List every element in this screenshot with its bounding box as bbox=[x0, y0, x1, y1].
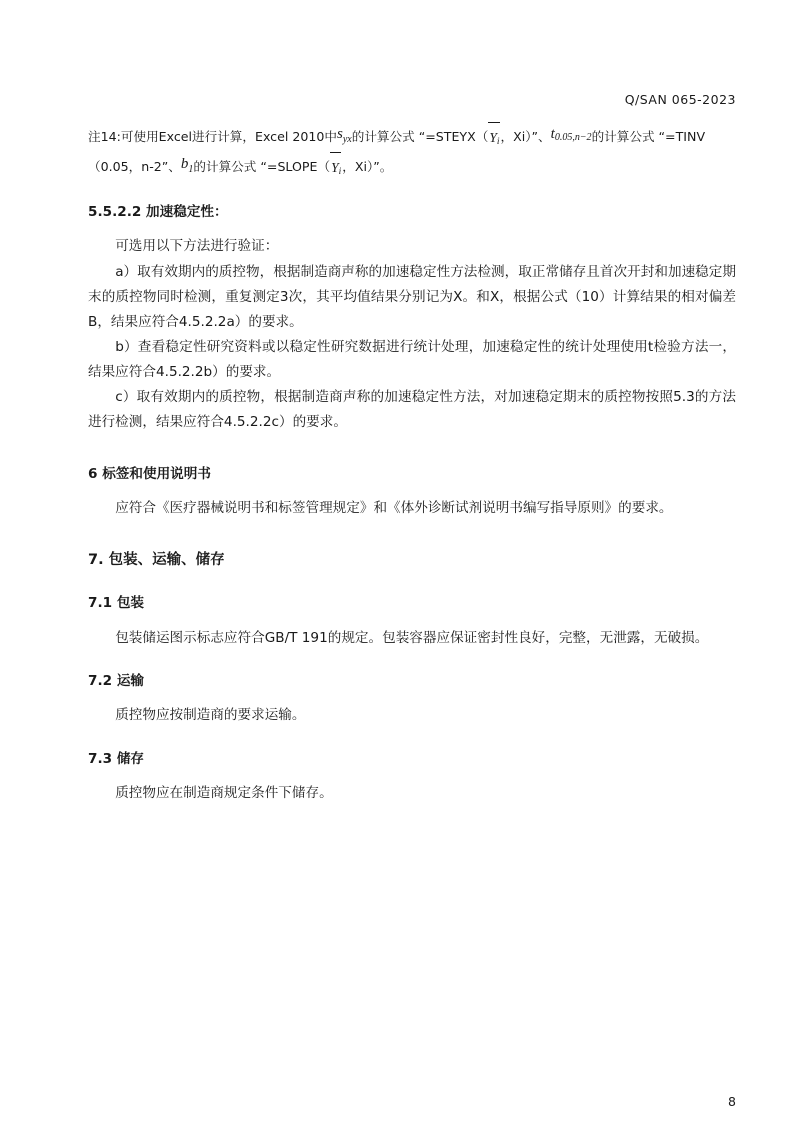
note-14-ybar-2-sub: i bbox=[338, 167, 342, 177]
document-header-code: Q/SAN 065-2023 bbox=[624, 92, 736, 107]
note-14-ybar-2 bbox=[330, 154, 342, 181]
page-content-area bbox=[88, 0, 736, 1131]
note-14-text-3: ，Xi）”、 bbox=[500, 129, 551, 144]
paragraph-5-5-2-2-item-c: c）取有效期内的质控物，根据制造商声称的加速稳定性方法，对加速稳定期末的质控物按照5.3的方法进行检测，结果应符合4.5.2.2c）的要求。 bbox=[88, 389, 736, 431]
note-14-line-2 bbox=[88, 152, 736, 182]
paragraph-5-5-2-2-intro: 可选用以下方法进行验证： bbox=[115, 238, 279, 255]
note-14-symbol-t-sub: 0.05,n−2 bbox=[554, 132, 592, 143]
note-14-label: 注14: bbox=[88, 129, 121, 144]
note-14-symbol-b-sub: 1 bbox=[188, 164, 194, 175]
heading-6: 6 标签和使用说明书 bbox=[88, 465, 211, 482]
paragraph-5-5-2-2-item-a: a）取有效期内的质控物，根据制造商声称的加速稳定性方法检测，取正常储存且首次开封和加速稳定期末的质控物同时检测，重复测定3次，其平均值结果分别记为X。和X，根据公式（10）计算结果的相对偏差B，结果应符合4.5.2.2a）的要求。 bbox=[88, 263, 736, 330]
note-14-text-4: 的计算公式 “=TINV bbox=[591, 129, 706, 144]
note-14-ybar-1 bbox=[488, 124, 500, 151]
document-body bbox=[88, 122, 736, 806]
note-14-ybar-1-sub: i bbox=[496, 137, 500, 147]
paragraph-5-5-2-2-item-b: b）查看稳定性研究资料或以稳定性研究数据进行统计处理，加速稳定性的统计处理使用t检验方法一，结果应符合4.5.2.2b）的要求。 bbox=[88, 339, 736, 381]
page-number: 8 bbox=[728, 1094, 736, 1109]
note-14-symbol-s: s bbox=[337, 126, 343, 142]
note-14-symbol-t: t bbox=[550, 126, 555, 142]
note-14-symbol-s-sub: yx bbox=[342, 134, 352, 145]
paragraph-7-3-body: 质控物应在制造商规定条件下储存。 bbox=[115, 784, 333, 801]
note-14-text-7: ，Xi）”。 bbox=[342, 159, 393, 174]
paragraph-6-body: 应符合《医疗器械说明书和标签管理规定》和《体外诊断试剂说明书编写指导原则》的要求。 bbox=[115, 500, 673, 517]
paragraph-7-2-body: 质控物应按制造商的要求运输。 bbox=[115, 707, 306, 724]
heading-7-3: 7.3 储存 bbox=[88, 750, 145, 767]
heading-7-1: 7.1 包装 bbox=[88, 595, 145, 612]
note-14-ybar-2-base: Y bbox=[331, 160, 339, 175]
note-14-symbol-b: b bbox=[180, 156, 189, 172]
note-14 bbox=[88, 122, 736, 152]
heading-5-5-2-2: 5.5.2.2 加速稳定性： bbox=[88, 204, 228, 220]
note-14-text-6: 的计算公式 “=SLOPE（ bbox=[193, 159, 331, 174]
note-14-ybar-1-base: Y bbox=[489, 130, 497, 145]
note-14-text-1: 可使用Excel进行计算，Excel 2010中 bbox=[120, 129, 337, 144]
heading-7: 7. 包装、运输、储存 bbox=[88, 552, 225, 569]
note-14-text-5: （0.05，n-2”、 bbox=[88, 159, 181, 174]
note-14-text-2: 的计算公式 “=STEYX（ bbox=[351, 129, 489, 144]
heading-7-2: 7.2 运输 bbox=[88, 672, 145, 689]
paragraph-7-1-body: 包装储运图示标志应符合GB/T 191的规定。包装容器应保证密封性良好，完整，无泄露，无破损。 bbox=[115, 629, 709, 646]
